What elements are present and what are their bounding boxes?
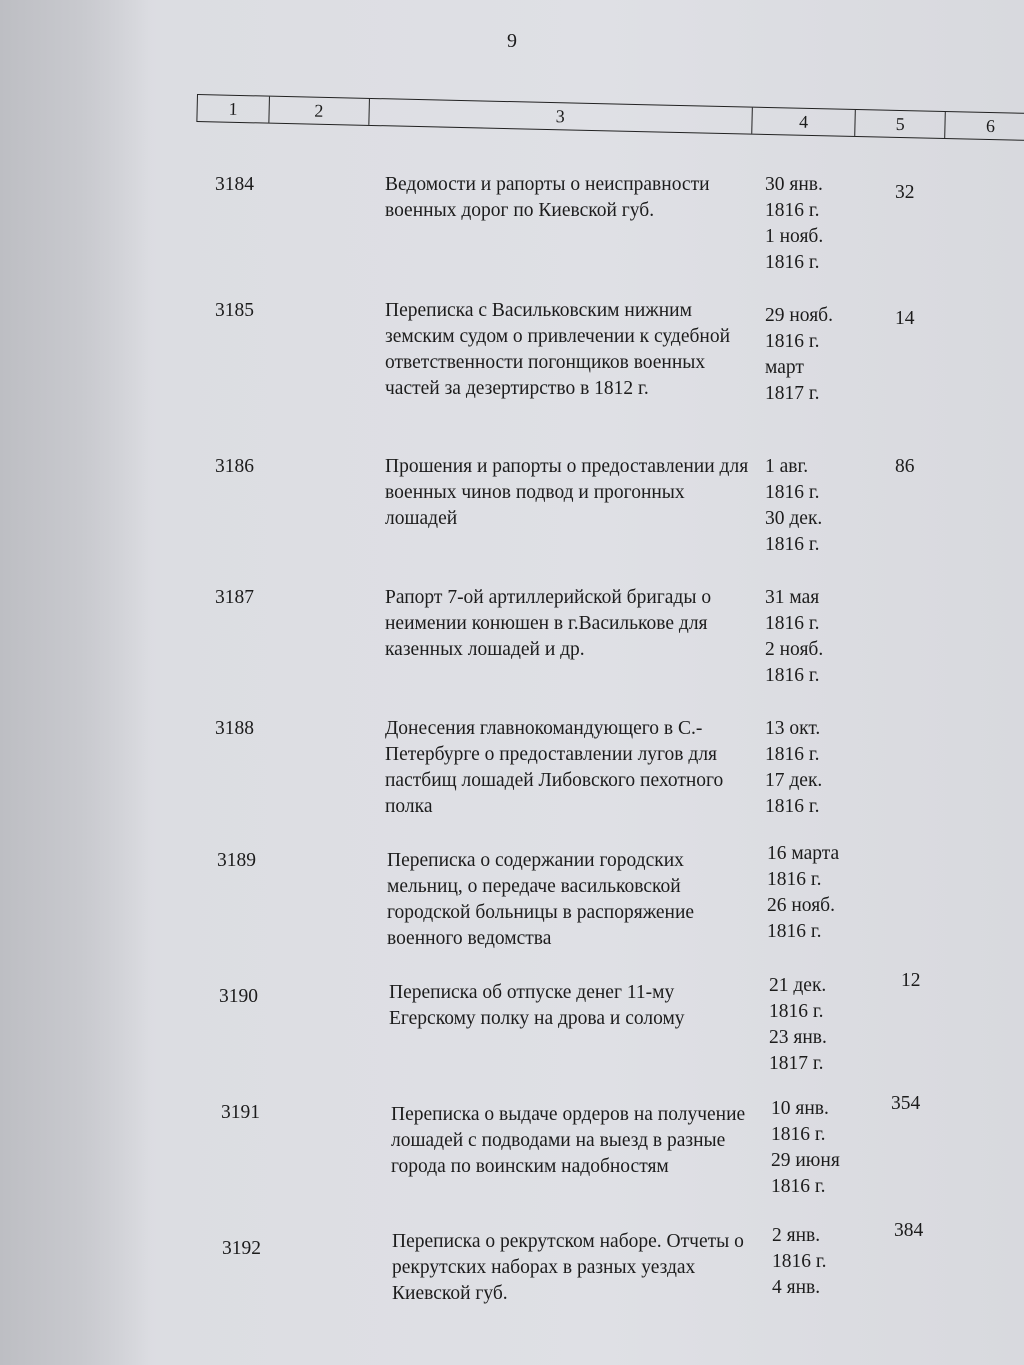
date-line: 1816 г. (771, 1176, 826, 1197)
entry-number: 3188 (215, 718, 254, 739)
entry-dates (765, 454, 875, 558)
date-line: 26 нояб. (767, 895, 835, 916)
entry-sheets: 354 (891, 1093, 921, 1114)
date-line: 31 мая (765, 587, 820, 608)
entry-description: Переписка о рекрутском наборе. Отчеты о рекрутских наборах в разных уездах Киевской губ. (392, 1231, 744, 1304)
date-line: 21 дек. (769, 975, 827, 996)
date-line: 1816 г. (767, 921, 822, 942)
date-line: 1816 г. (767, 869, 822, 890)
entry-sheets: 86 (895, 456, 915, 477)
date-line: 30 дек. (765, 508, 823, 529)
column-header-2: 2 (269, 97, 369, 125)
column-header-1: 1 (197, 95, 269, 123)
entry-description: Рапорт 7-ой артиллерийской бригады о неимении конюшен в г.Василькове для казенных лошадей и др. (385, 587, 712, 660)
entry-sheets: 14 (895, 308, 915, 329)
entry-number: 3192 (222, 1238, 261, 1259)
date-line: март (765, 357, 804, 378)
date-line: 2 нояб. (765, 639, 824, 660)
date-line: 2 янв. (772, 1225, 821, 1246)
entry-sheets: 12 (901, 970, 921, 991)
date-line: 1816 г. (765, 665, 820, 686)
entry-number: 3184 (215, 174, 254, 195)
date-line: 1817 г. (769, 1053, 824, 1074)
entry-number: 3190 (219, 986, 258, 1007)
date-line: 16 марта (767, 843, 840, 864)
entry-dates (772, 1223, 882, 1301)
date-line: 1816 г. (765, 252, 820, 273)
date-line: 1 нояб. (765, 226, 824, 247)
entry-description: Прошения и рапорты о предоставлении для военных чинов подвод и прогонных лошадей (385, 456, 749, 529)
entry-description: Переписка с Васильковским нижним земским судом о привлечении к судебной ответственности погонщиков военных частей за дезертирство в 1812 г. (385, 300, 731, 399)
entry-description: Ведомости и рапорты о неисправности военных дорог по Киевской губ. (385, 174, 710, 221)
column-header-4: 4 (752, 108, 856, 136)
date-line: 1816 г. (765, 796, 820, 817)
date-line: 13 окт. (765, 718, 821, 739)
date-line: 1816 г. (772, 1251, 827, 1272)
date-line: 1816 г. (769, 1001, 824, 1022)
entry-sheets: 32 (895, 182, 915, 203)
date-line: 4 янв. (772, 1277, 821, 1298)
book-gutter (0, 0, 150, 1365)
entry-number: 3191 (221, 1102, 260, 1123)
entry-dates (765, 172, 875, 276)
entry-number: 3186 (215, 456, 254, 477)
entry-dates (767, 841, 877, 945)
entry-dates (771, 1096, 881, 1200)
entry-description: Переписка о выдаче ордеров на получение лошадей с подводами на выезд в разные города по воинским надобностям (391, 1104, 746, 1177)
date-line: 1816 г. (765, 200, 820, 221)
date-line: 17 дек. (765, 770, 823, 791)
page-number: 9 (507, 30, 517, 52)
date-line: 23 янв. (769, 1027, 827, 1048)
entry-dates (765, 716, 875, 820)
entry-number: 3187 (215, 587, 254, 608)
entry-description: Донесения главнокомандующего в С.-Петербурге о предоставлении лугов для пастбищ лошадей Либовского пехотного полка (385, 718, 724, 817)
column-header-6: 6 (985, 115, 996, 137)
date-line: 10 янв. (771, 1098, 829, 1119)
entry-dates (769, 973, 879, 1077)
date-line: 1816 г. (765, 482, 820, 503)
date-line: 1816 г. (765, 534, 820, 555)
entry-number: 3185 (215, 300, 254, 321)
entry-dates (765, 303, 875, 407)
date-line: 29 июня (771, 1150, 840, 1171)
entry-dates (765, 585, 875, 689)
date-line: 1 авг. (765, 456, 809, 477)
entry-number: 3189 (217, 850, 256, 871)
entry-description: Переписка о содержании городских мельниц, о передаче васильковской городской больницы в распоряжение военного ведомства (387, 850, 695, 949)
entry-sheets: 384 (894, 1220, 924, 1241)
date-line: 1816 г. (765, 744, 820, 765)
date-line: 1817 г. (765, 383, 820, 404)
date-line: 1816 г. (765, 331, 820, 352)
date-line: 1816 г. (765, 613, 820, 634)
column-header-5: 5 (856, 110, 946, 138)
date-line: 29 нояб. (765, 305, 833, 326)
column-header-row (196, 94, 1024, 141)
date-line: 1816 г. (771, 1124, 826, 1145)
date-line: 30 янв. (765, 174, 823, 195)
entry-description: Переписка об отпуске денег 11-му Егерскому полку на дрова и солому (389, 982, 685, 1029)
column-header-3: 3 (369, 99, 753, 134)
